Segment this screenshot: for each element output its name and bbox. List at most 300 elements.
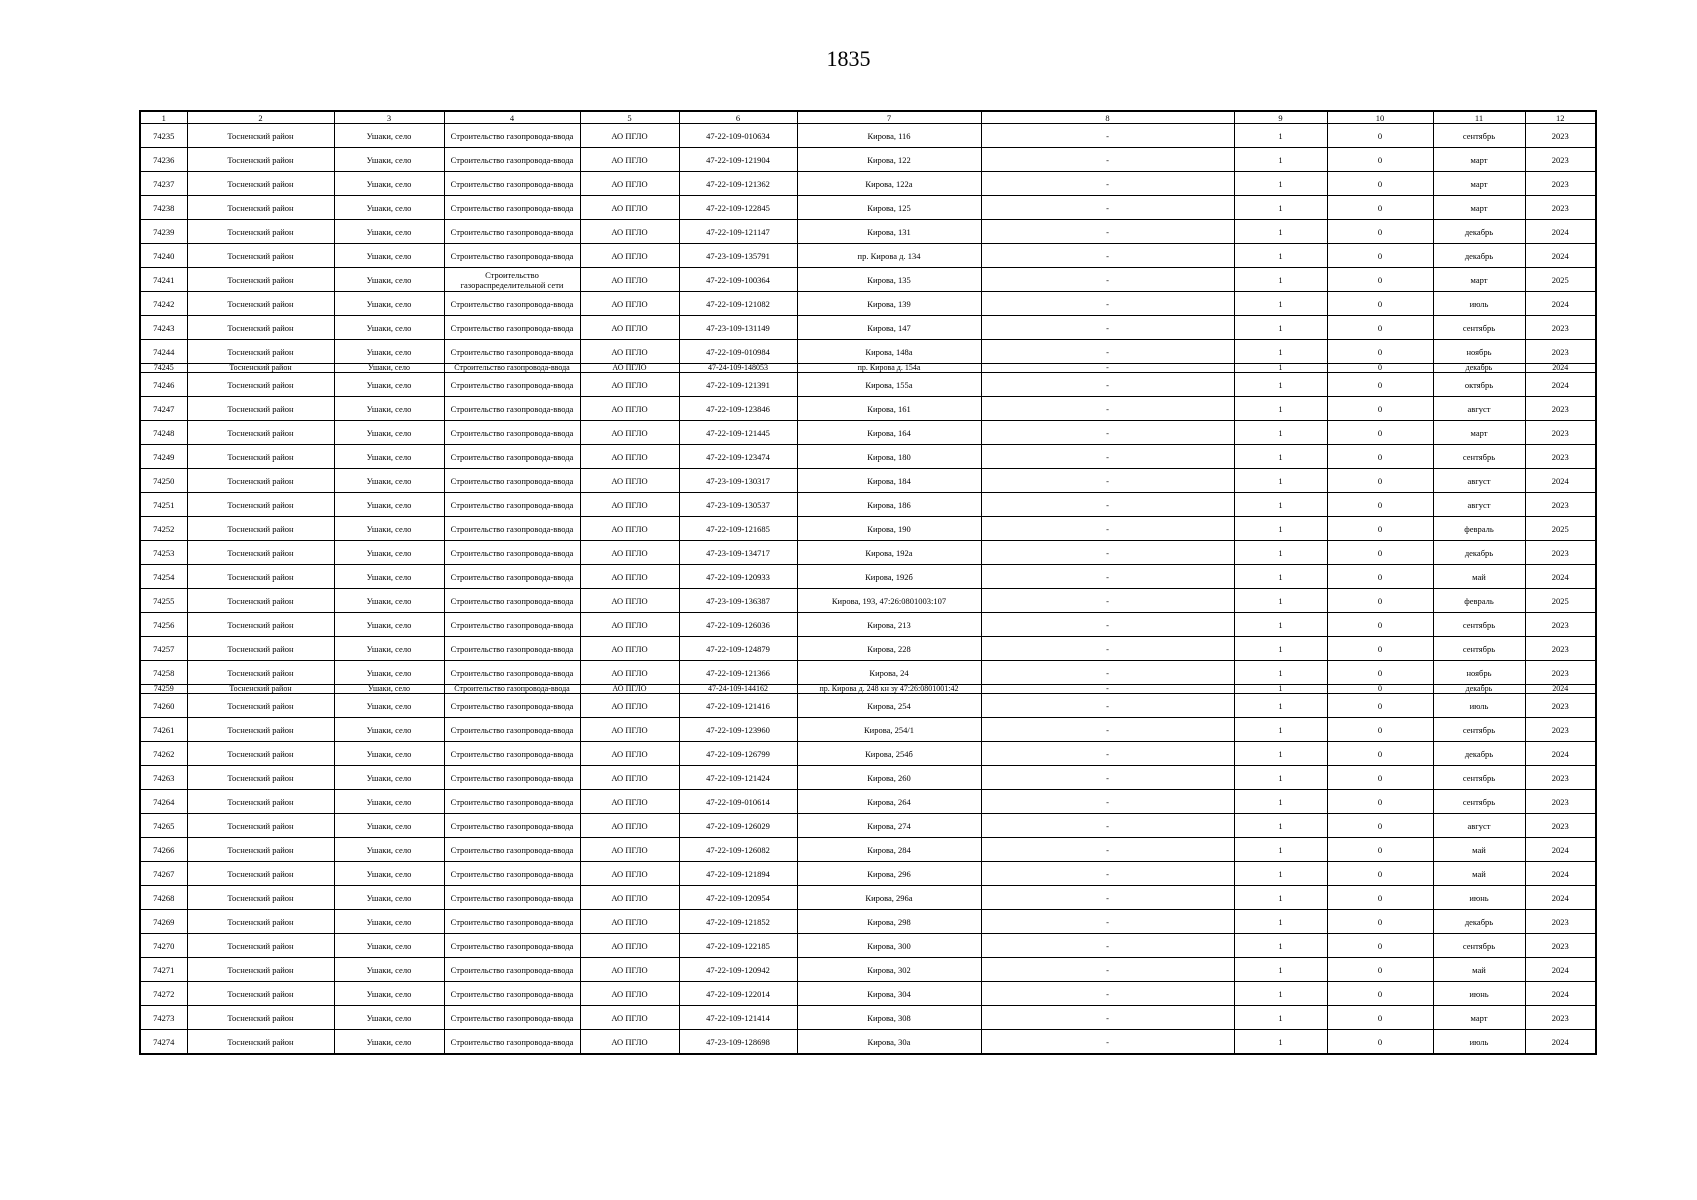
table-row [140, 148, 1596, 172]
table-cell: Ушаки, село [334, 421, 444, 445]
table-cell: июль [1433, 1030, 1525, 1055]
table-cell: 2024 [1525, 685, 1596, 694]
table-cell: АО ПГЛО [580, 982, 679, 1006]
table-cell: сентябрь [1433, 637, 1525, 661]
table-cell: АО ПГЛО [580, 814, 679, 838]
table-cell: АО ПГЛО [580, 340, 679, 364]
table-cell: 2024 [1525, 1030, 1596, 1055]
table-cell: Строительство газопровода-ввода [444, 661, 580, 685]
table-cell: 1 [1234, 220, 1327, 244]
table-cell: 47-22-109-121366 [679, 661, 797, 685]
table-cell: 47-22-109-120954 [679, 886, 797, 910]
table-row [140, 886, 1596, 910]
table-cell: 1 [1234, 493, 1327, 517]
table-cell: АО ПГЛО [580, 565, 679, 589]
table-cell: Ушаки, село [334, 685, 444, 694]
table-cell: декабрь [1433, 742, 1525, 766]
table-row [140, 814, 1596, 838]
table-cell: 1 [1234, 685, 1327, 694]
table-cell: Ушаки, село [334, 613, 444, 637]
table-cell: Ушаки, село [334, 862, 444, 886]
table-cell: 2024 [1525, 244, 1596, 268]
table-cell: Ушаки, село [334, 766, 444, 790]
table-cell: АО ПГЛО [580, 373, 679, 397]
table-cell: 0 [1327, 172, 1433, 196]
table-cell: АО ПГЛО [580, 268, 679, 292]
table-cell: август [1433, 493, 1525, 517]
table-cell: Ушаки, село [334, 124, 444, 148]
table-cell: АО ПГЛО [580, 637, 679, 661]
table-cell: Строительство газопровода-ввода [444, 541, 580, 565]
table-row [140, 613, 1596, 637]
table-cell: Кирова, 213 [797, 613, 981, 637]
table-cell: 47-22-109-126799 [679, 742, 797, 766]
table-cell: 2023 [1525, 196, 1596, 220]
table-cell: - [981, 862, 1234, 886]
table-cell: 74263 [140, 766, 187, 790]
table-cell: - [981, 340, 1234, 364]
table-cell: сентябрь [1433, 790, 1525, 814]
table-cell: 0 [1327, 838, 1433, 862]
table-cell: АО ПГЛО [580, 589, 679, 613]
table-cell: Кирова, 193, 47:26:0801003:107 [797, 589, 981, 613]
table-cell: 74239 [140, 220, 187, 244]
table-cell: 2025 [1525, 268, 1596, 292]
table-cell: 47-23-109-130537 [679, 493, 797, 517]
table-cell: Тосненский район [187, 493, 334, 517]
table-cell: 0 [1327, 340, 1433, 364]
table-cell: Ушаки, село [334, 589, 444, 613]
table-cell: 74251 [140, 493, 187, 517]
column-header: 12 [1525, 111, 1596, 124]
table-cell: Строительство газопровода-ввода [444, 421, 580, 445]
table-cell: Строительство газопровода-ввода [444, 694, 580, 718]
table-cell: 0 [1327, 742, 1433, 766]
table-cell: 1 [1234, 718, 1327, 742]
table-cell: 2023 [1525, 934, 1596, 958]
table-row [140, 220, 1596, 244]
table-cell: АО ПГЛО [580, 397, 679, 421]
table-cell: Кирова, 296а [797, 886, 981, 910]
table-cell: 1 [1234, 1006, 1327, 1030]
table-row [140, 685, 1596, 694]
table-cell: 47-22-109-121362 [679, 172, 797, 196]
table-cell: 47-23-109-128698 [679, 1030, 797, 1055]
table-cell: Кирова, 155а [797, 373, 981, 397]
table-cell: АО ПГЛО [580, 742, 679, 766]
table-cell: 47-22-109-121414 [679, 1006, 797, 1030]
table-cell: 2024 [1525, 958, 1596, 982]
table-cell: 0 [1327, 541, 1433, 565]
table-cell: Ушаки, село [334, 790, 444, 814]
table-cell: март [1433, 1006, 1525, 1030]
table-cell: - [981, 1030, 1234, 1055]
table-cell: 0 [1327, 469, 1433, 493]
table-cell: АО ПГЛО [580, 661, 679, 685]
table-cell: 74253 [140, 541, 187, 565]
table-cell: - [981, 292, 1234, 316]
table-cell: Тосненский район [187, 838, 334, 862]
table-cell: АО ПГЛО [580, 910, 679, 934]
table-cell: март [1433, 196, 1525, 220]
table-cell: 47-22-109-123846 [679, 397, 797, 421]
table-cell: Кирова, 30а [797, 1030, 981, 1055]
table-cell: 1 [1234, 373, 1327, 397]
table-cell: 0 [1327, 718, 1433, 742]
table-cell: 1 [1234, 790, 1327, 814]
table-cell: Строительство газопровода-ввода [444, 838, 580, 862]
table-cell: 0 [1327, 685, 1433, 694]
table-cell: Тосненский район [187, 445, 334, 469]
table-cell: 2023 [1525, 814, 1596, 838]
table-cell: Строительство газопровода-ввода [444, 958, 580, 982]
table-row [140, 421, 1596, 445]
column-header: 5 [580, 111, 679, 124]
table-cell: 0 [1327, 124, 1433, 148]
table-cell: 0 [1327, 814, 1433, 838]
table-cell: 0 [1327, 982, 1433, 1006]
table-cell: 0 [1327, 445, 1433, 469]
table-cell: Строительство газопровода-ввода [444, 742, 580, 766]
table-cell: Кирова, 284 [797, 838, 981, 862]
table-row [140, 541, 1596, 565]
table-cell: 47-22-109-120942 [679, 958, 797, 982]
table-cell: Кирова, 161 [797, 397, 981, 421]
table-cell: - [981, 364, 1234, 373]
table-cell: 47-23-109-134717 [679, 541, 797, 565]
table-row [140, 910, 1596, 934]
table-cell: Кирова, 122а [797, 172, 981, 196]
table-cell: АО ПГЛО [580, 886, 679, 910]
table-cell: 2023 [1525, 910, 1596, 934]
table-cell: 0 [1327, 421, 1433, 445]
table-cell: АО ПГЛО [580, 172, 679, 196]
table-cell: Строительство газопровода-ввода [444, 124, 580, 148]
table-cell: 74272 [140, 982, 187, 1006]
column-header: 7 [797, 111, 981, 124]
table-cell: 47-22-109-121147 [679, 220, 797, 244]
table-cell: - [981, 982, 1234, 1006]
table-cell: 1 [1234, 910, 1327, 934]
table-cell: декабрь [1433, 364, 1525, 373]
table-cell: 74257 [140, 637, 187, 661]
table-cell: Тосненский район [187, 862, 334, 886]
table-cell: Кирова, 116 [797, 124, 981, 148]
table-cell: Строительство газопровода-ввода [444, 613, 580, 637]
table-cell: март [1433, 148, 1525, 172]
table-cell: - [981, 373, 1234, 397]
table-cell: - [981, 766, 1234, 790]
table-cell: 0 [1327, 148, 1433, 172]
table-cell: АО ПГЛО [580, 445, 679, 469]
table-cell: Тосненский район [187, 397, 334, 421]
table-row [140, 790, 1596, 814]
table-cell: АО ПГЛО [580, 934, 679, 958]
table-cell: Тосненский район [187, 982, 334, 1006]
table-cell: 74235 [140, 124, 187, 148]
table-cell: 47-22-109-010614 [679, 790, 797, 814]
table-cell: Ушаки, село [334, 517, 444, 541]
table-cell: - [981, 445, 1234, 469]
table-cell: март [1433, 172, 1525, 196]
table-row [140, 982, 1596, 1006]
table-cell: 2023 [1525, 445, 1596, 469]
table-cell: 47-22-109-121391 [679, 373, 797, 397]
table-cell: Ушаки, село [334, 661, 444, 685]
table-cell: Тосненский район [187, 268, 334, 292]
table-cell: Ушаки, село [334, 742, 444, 766]
table-cell: - [981, 220, 1234, 244]
table-cell: АО ПГЛО [580, 766, 679, 790]
table-cell: Ушаки, село [334, 316, 444, 340]
table-cell: - [981, 838, 1234, 862]
table-cell: Строительство газопровода-ввода [444, 862, 580, 886]
table-cell: сентябрь [1433, 718, 1525, 742]
table-cell: - [981, 613, 1234, 637]
table-cell: 47-22-109-121445 [679, 421, 797, 445]
table-cell: Тосненский район [187, 661, 334, 685]
table-row [140, 838, 1596, 862]
table-cell: 74250 [140, 469, 187, 493]
table-cell: пр. Кирова д. 248 кн зу 47:26:0801001:42 [797, 685, 981, 694]
table-header-row [140, 111, 1596, 124]
table-cell: Строительство газопровода-ввода [444, 220, 580, 244]
column-header: 1 [140, 111, 187, 124]
table-cell: Тосненский район [187, 172, 334, 196]
table-cell: Тосненский район [187, 1030, 334, 1055]
table-cell: Тосненский район [187, 934, 334, 958]
table-cell: Тосненский район [187, 589, 334, 613]
table-cell: Строительство газопровода-ввода [444, 340, 580, 364]
table-cell: Строительство газопровода-ввода [444, 292, 580, 316]
table-cell: Ушаки, село [334, 244, 444, 268]
table-cell: Ушаки, село [334, 268, 444, 292]
table-cell: 74237 [140, 172, 187, 196]
table-cell: 1 [1234, 694, 1327, 718]
table-cell: Кирова, 308 [797, 1006, 981, 1030]
table-cell: 0 [1327, 1030, 1433, 1055]
table-cell: сентябрь [1433, 766, 1525, 790]
table-cell: 47-22-109-121424 [679, 766, 797, 790]
table-row [140, 637, 1596, 661]
table-cell: 74242 [140, 292, 187, 316]
table-cell: сентябрь [1433, 445, 1525, 469]
table-row [140, 718, 1596, 742]
table-cell: 0 [1327, 790, 1433, 814]
table-cell: Тосненский район [187, 613, 334, 637]
table-cell: 1 [1234, 1030, 1327, 1055]
table-cell: АО ПГЛО [580, 958, 679, 982]
table-cell: 2023 [1525, 148, 1596, 172]
table-cell: АО ПГЛО [580, 124, 679, 148]
table-cell: май [1433, 565, 1525, 589]
table-cell: 1 [1234, 124, 1327, 148]
table-cell: 0 [1327, 862, 1433, 886]
table-cell: АО ПГЛО [580, 364, 679, 373]
table-cell: 47-22-109-010634 [679, 124, 797, 148]
table-cell: 74247 [140, 397, 187, 421]
table-cell: Строительство газопровода-ввода [444, 718, 580, 742]
table-cell: 0 [1327, 493, 1433, 517]
table-cell: 2023 [1525, 340, 1596, 364]
table-cell: 1 [1234, 397, 1327, 421]
table-cell: Тосненский район [187, 958, 334, 982]
table-cell: 47-23-109-130317 [679, 469, 797, 493]
table-row [140, 469, 1596, 493]
table-cell: 0 [1327, 637, 1433, 661]
table-cell: 2024 [1525, 220, 1596, 244]
table-cell: АО ПГЛО [580, 244, 679, 268]
table-cell: Кирова, 192б [797, 565, 981, 589]
table-cell: 1 [1234, 589, 1327, 613]
table-cell: Строительство газопровода-ввода [444, 1006, 580, 1030]
table-cell: 1 [1234, 565, 1327, 589]
table-cell: 0 [1327, 661, 1433, 685]
table-cell: 1 [1234, 958, 1327, 982]
table-row [140, 196, 1596, 220]
table-cell: Строительство газопровода-ввода [444, 148, 580, 172]
table-cell: май [1433, 862, 1525, 886]
table-cell: - [981, 589, 1234, 613]
table-cell: Тосненский район [187, 469, 334, 493]
table-cell: Ушаки, село [334, 364, 444, 373]
table-cell: октябрь [1433, 373, 1525, 397]
table-cell: Ушаки, село [334, 982, 444, 1006]
table-cell: Кирова, 260 [797, 766, 981, 790]
table-cell: 0 [1327, 220, 1433, 244]
table-cell: Строительство газопровода-ввода [444, 493, 580, 517]
table-cell: 1 [1234, 316, 1327, 340]
table-cell: 1 [1234, 196, 1327, 220]
table-cell: Кирова, 192а [797, 541, 981, 565]
table-row [140, 517, 1596, 541]
table-cell: 2023 [1525, 661, 1596, 685]
table-cell: 1 [1234, 742, 1327, 766]
table-cell: июль [1433, 694, 1525, 718]
table-row [140, 565, 1596, 589]
table-row [140, 694, 1596, 718]
table-cell: Тосненский район [187, 316, 334, 340]
table-cell: 0 [1327, 196, 1433, 220]
column-header: 8 [981, 111, 1234, 124]
table-cell: июнь [1433, 982, 1525, 1006]
table-cell: декабрь [1433, 910, 1525, 934]
table-cell: - [981, 661, 1234, 685]
table-cell: АО ПГЛО [580, 790, 679, 814]
table-cell: Тосненский район [187, 637, 334, 661]
table-cell: 1 [1234, 934, 1327, 958]
table-cell: Тосненский район [187, 196, 334, 220]
table-cell: 2023 [1525, 637, 1596, 661]
table-cell: Ушаки, село [334, 172, 444, 196]
table-cell: 47-22-109-121685 [679, 517, 797, 541]
table-cell: АО ПГЛО [580, 862, 679, 886]
table-cell: - [981, 541, 1234, 565]
table-cell: 47-22-109-122185 [679, 934, 797, 958]
table-cell: 2023 [1525, 421, 1596, 445]
column-header: 3 [334, 111, 444, 124]
table-cell: Тосненский район [187, 910, 334, 934]
table-cell: Строительство газораспределительной сети [444, 268, 580, 292]
table-cell: Строительство газопровода-ввода [444, 1030, 580, 1055]
table-cell: 74273 [140, 1006, 187, 1030]
page-number: 1835 [826, 46, 871, 71]
table-cell: февраль [1433, 589, 1525, 613]
table-cell: Тосненский район [187, 340, 334, 364]
table-cell: 0 [1327, 268, 1433, 292]
table-row [140, 589, 1596, 613]
table-cell: Кирова, 304 [797, 982, 981, 1006]
table-cell: 47-22-109-121416 [679, 694, 797, 718]
table-cell: Тосненский район [187, 766, 334, 790]
table-cell: Строительство газопровода-ввода [444, 910, 580, 934]
table-cell: Тосненский район [187, 292, 334, 316]
table-cell: 74260 [140, 694, 187, 718]
table-cell: 2023 [1525, 1006, 1596, 1030]
table-cell: Тосненский район [187, 685, 334, 694]
table-row [140, 397, 1596, 421]
table-cell: АО ПГЛО [580, 517, 679, 541]
table-cell: декабрь [1433, 244, 1525, 268]
table-cell: 1 [1234, 814, 1327, 838]
table-cell: 47-22-109-010984 [679, 340, 797, 364]
table-cell: 2023 [1525, 613, 1596, 637]
table-cell: 47-22-109-126036 [679, 613, 797, 637]
column-header: 10 [1327, 111, 1433, 124]
table-cell: 74241 [140, 268, 187, 292]
table-cell: Ушаки, село [334, 718, 444, 742]
table-cell: 0 [1327, 694, 1433, 718]
column-header: 4 [444, 111, 580, 124]
table-cell: Строительство газопровода-ввода [444, 766, 580, 790]
table-cell: Строительство газопровода-ввода [444, 316, 580, 340]
column-header: 11 [1433, 111, 1525, 124]
table-cell: 2023 [1525, 172, 1596, 196]
table-cell: 74268 [140, 886, 187, 910]
table-cell: 47-23-109-135791 [679, 244, 797, 268]
table-row [140, 364, 1596, 373]
table-cell: АО ПГЛО [580, 469, 679, 493]
table-cell: Ушаки, село [334, 292, 444, 316]
table-cell: 47-24-109-148053 [679, 364, 797, 373]
table-cell: - [981, 268, 1234, 292]
table-cell: 47-22-109-100364 [679, 268, 797, 292]
table-cell: Строительство газопровода-ввода [444, 934, 580, 958]
table-cell: - [981, 421, 1234, 445]
table-cell: 74264 [140, 790, 187, 814]
table-cell: Кирова, 164 [797, 421, 981, 445]
table-cell: 2024 [1525, 838, 1596, 862]
table-cell: Тосненский район [187, 886, 334, 910]
table-cell: 74246 [140, 373, 187, 397]
table-cell: 0 [1327, 397, 1433, 421]
table-cell: 47-22-109-120933 [679, 565, 797, 589]
table-cell: Строительство газопровода-ввода [444, 445, 580, 469]
table-cell: 74265 [140, 814, 187, 838]
table-cell: - [981, 124, 1234, 148]
table-cell: Ушаки, село [334, 910, 444, 934]
table-cell: Ушаки, село [334, 340, 444, 364]
table-cell: Кирова, 190 [797, 517, 981, 541]
table-cell: 1 [1234, 661, 1327, 685]
table-cell: Строительство газопровода-ввода [444, 790, 580, 814]
table-cell: август [1433, 397, 1525, 421]
column-header: 2 [187, 111, 334, 124]
table-cell: Строительство газопровода-ввода [444, 886, 580, 910]
table-cell: Строительство газопровода-ввода [444, 469, 580, 493]
table-cell: 0 [1327, 886, 1433, 910]
table-row [140, 244, 1596, 268]
